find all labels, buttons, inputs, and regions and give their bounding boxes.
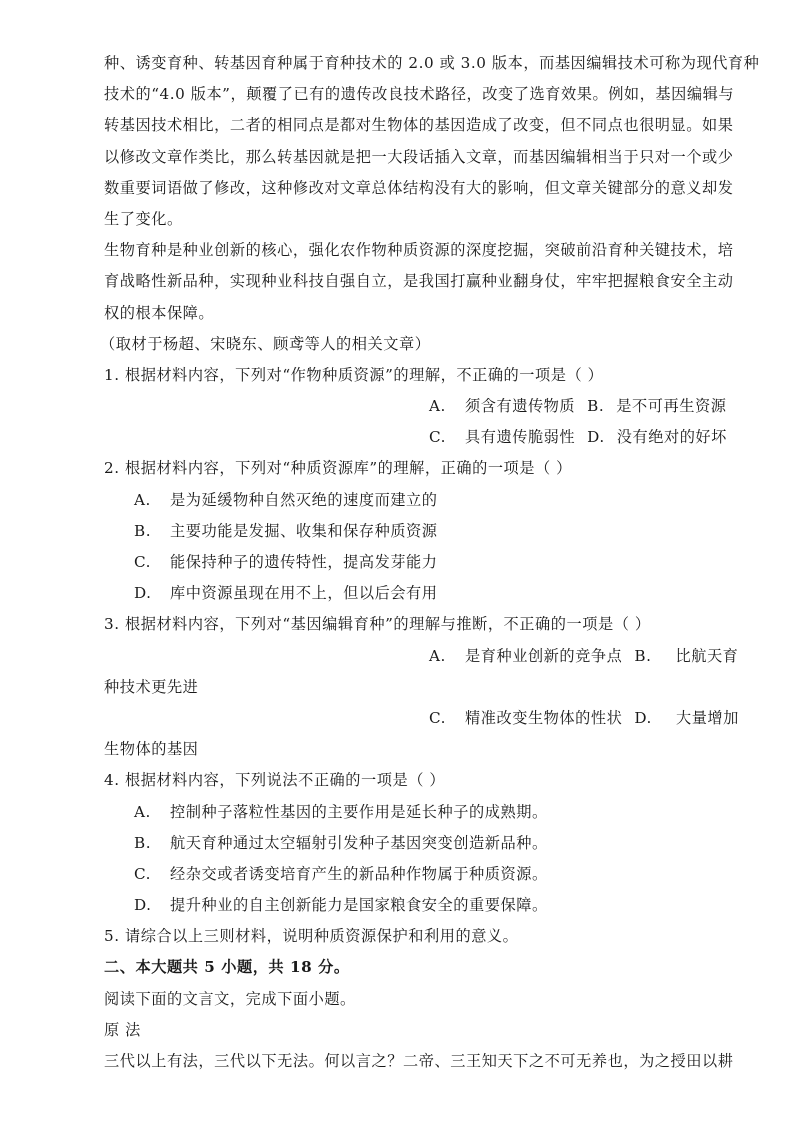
question-3-option-d-wrap: 生物体的基因 [104,740,199,759]
question-1-stem: 1. 根据材料内容，下列对“作物种质资源”的理解，不正确的一项是（ ） [104,365,604,384]
question-3-options-row-2 [104,703,744,734]
option-letter: A. [429,646,446,665]
option-text: 具有遗传脆弱性 [465,428,576,447]
passage-text [104,48,760,329]
passage-line: 生了变化。 [104,209,183,228]
option-text: 是不可再生资源 [616,397,727,416]
option-text: 是育种业创新的竞争点 [465,646,623,665]
classical-text-line: 三代以上有法，三代以下无法。何以言之？二帝、三王知天下之不可无养也，为之授田以耕 [104,1052,734,1070]
option-letter: D. [134,584,152,603]
question-1-options-row-2 [104,422,744,453]
question-4-option-a [104,797,744,828]
option-text: 比航天育 [675,646,739,665]
question-2-option-c [104,547,744,578]
option-letter: D. [634,708,652,727]
question-2-stem: 2. 根据材料内容，下列对“种质资源库”的理解，正确的一项是（ ） [104,459,572,478]
passage-line: 转基因技术相比，二者的相同点是都对生物体的基因造成了改变，但不同点也很明显。如果 [104,116,734,135]
option-letter: C. [429,708,447,727]
option-text: 主要功能是发掘、收集和保存种质资源 [170,521,438,540]
question-4-option-c [104,859,744,890]
option-letter: A. [429,397,446,416]
question-2-option-d [104,578,744,609]
question-4-stem: 4. 根据材料内容，下列说法不正确的一项是（ ） [104,771,446,790]
option-text: 精准改变生物体的性状 [465,708,623,727]
document-page [100,48,760,1077]
option-letter: C. [429,428,447,447]
option-letter: D. [134,896,152,915]
option-text: 须含有遗传物质 [465,397,576,416]
passage-line: 权的根本保障。 [104,303,215,322]
option-text: 大量增加 [675,708,739,727]
question-4-option-b [104,828,744,859]
option-letter: A. [134,802,151,821]
question-3-option-b-wrap: 种技术更先进 [104,677,199,696]
passage-line: 以修改文章作类比，那么转基因就是把一大段话插入文章，而基因编辑相当于只对一个或少 [104,147,734,166]
passage-line: 种、诱变育种、转基因育种属于育种技术的 2.0 或 3.0 版本，而基因编辑技术可称为现代育种 [104,54,760,72]
question-3-options-row-1 [104,641,744,672]
passage-line: 数重要词语做了修改，这种修改对文章总体结构没有大的影响，但文章关键部分的意义却发 [104,178,734,197]
passage-line: 技术的“4.0 版本”，颠覆了已有的遗传改良技术路径，改变了选育效果。例如，基因编辑与 [104,85,735,104]
option-letter: B. [634,646,652,665]
section-instruction: 阅读下面的文言文，完成下面小题。 [104,989,356,1008]
option-letter: C. [134,864,152,883]
passage-line: 生物育种是种业创新的核心，强化农作物种质资源的深度挖掘，突破前沿育种关键技术，培 [104,241,734,260]
section-heading: 二、本大题共 5 小题，共 18 分。 [104,958,350,977]
question-2-option-b [104,516,744,547]
question-1-options-row-1 [104,391,744,422]
option-text: 能保持种子的遗传特性，提高发芽能力 [170,553,438,571]
option-letter: B. [587,397,605,416]
classical-text-title: 原 法 [104,1020,141,1039]
option-letter: B. [134,833,152,852]
question-4-option-d [104,890,744,921]
passage-line: 育战略性新品种，实现种业科技自强自立，是我国打赢种业翻身仗，牢牢把握粮食安全主动 [104,272,734,291]
option-text: 没有绝对的好坏 [616,428,727,447]
option-letter: A. [134,490,151,509]
option-text: 经杂交或者诱变培育产生的新品种作物属于种质资源。 [170,864,548,883]
source-citation: （取材于杨超、宋晓东、顾鸢等人的相关文章） [100,334,431,353]
option-text: 是为延缓物种自然灭绝的速度而建立的 [170,490,438,509]
option-letter: B. [134,521,152,540]
option-letter: C. [134,553,152,571]
option-text: 提升种业的自主创新能力是国家粮食安全的重要保障。 [170,896,548,915]
option-text: 航天育种通过太空辐射引发种子基因突变创造新品种。 [170,833,548,852]
option-letter: D. [587,428,605,447]
option-text: 库中资源虽现在用不上，但以后会有用 [170,584,438,603]
question-5-stem: 5. 请综合以上三则材料，说明种质资源保护和利用的意义。 [104,927,519,946]
question-2-option-a [104,485,744,516]
option-text: 控制种子落粒性基因的主要作用是延长种子的成熟期。 [170,802,548,821]
question-3-stem: 3. 根据材料内容，下列对“基因编辑育种”的理解与推断，不正确的一项是（ ） [104,615,651,634]
